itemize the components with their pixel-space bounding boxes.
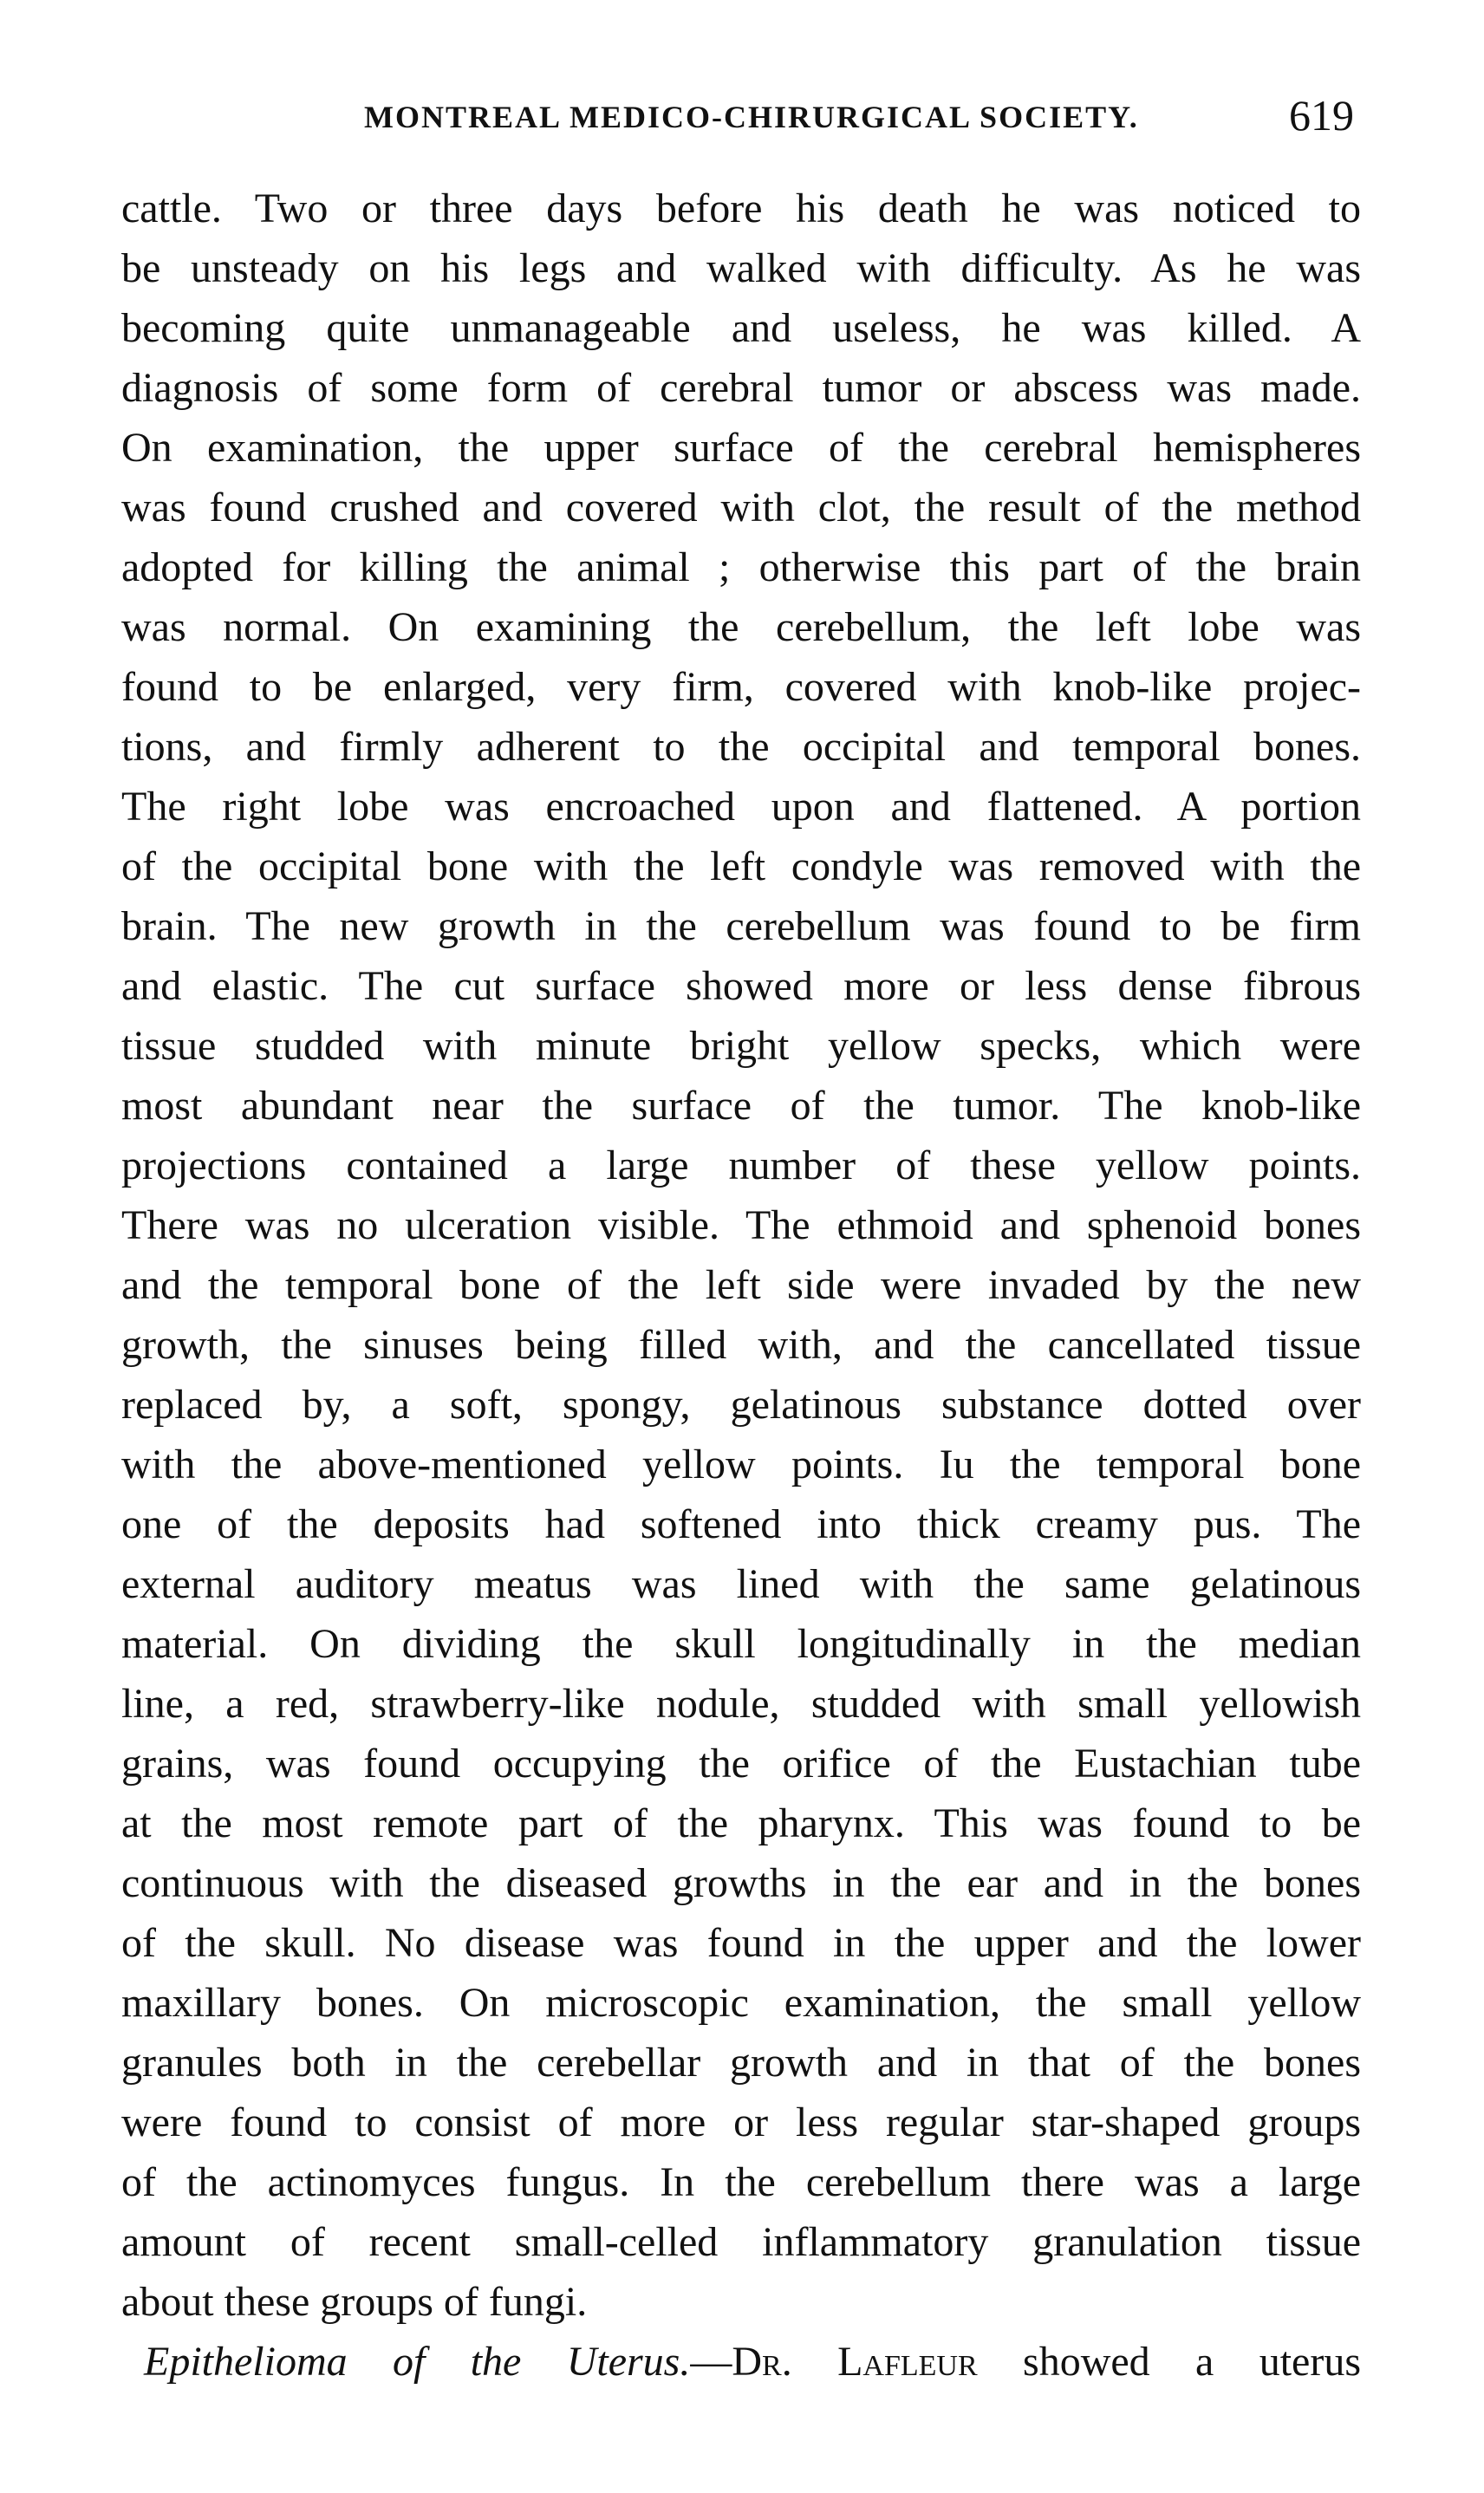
text-line: at the most remote part of the pharynx. This was found to be [121, 1800, 1361, 1846]
text-line: with the above-mentioned yellow points. Iu the temporal bone [121, 1442, 1361, 1487]
section-heading: Epithelioma of the Uterus. [144, 2339, 691, 2385]
text-line: was normal. On examining the cerebellum, the left lobe was [121, 604, 1361, 650]
text-line: and elastic. The cut surface showed more or less dense fibrous [121, 963, 1361, 1009]
page-number: 619 [1289, 91, 1354, 140]
text-line: maxillary bones. On microscopic examination, the small yellow [121, 1980, 1361, 2026]
text-line: external auditory meatus was lined with the same gelatinous [121, 1561, 1361, 1607]
text-line: one of the deposits had softened into thick creamy pus. The [121, 1501, 1361, 1547]
text-line: tissue studded with minute bright yellow specks, which were [121, 1023, 1361, 1069]
text-line: adopted for killing the animal ; otherwise this part of the brain [121, 544, 1361, 590]
text-line: replaced by, a soft, spongy, gelatinous substance dotted over [121, 1382, 1361, 1428]
running-title: MONTREAL MEDICO-CHIRURGICAL SOCIETY. [364, 100, 1139, 134]
text-line: most abundant near the surface of the tumor. The knob-like [121, 1083, 1361, 1129]
em-dash: — [690, 2339, 732, 2385]
text-line: were found to consist of more or less regular star-shaped groups [121, 2099, 1361, 2145]
text-line: tions, and firmly adherent to the occipital and temporal bones. [121, 724, 1361, 770]
speaker-name: Lafleur [837, 2339, 978, 2385]
speaker-title: Dr. [732, 2339, 792, 2385]
body-text [121, 179, 1361, 2392]
text-line: be unsteady on his legs and walked with difficulty. As he was [121, 245, 1361, 291]
text-line: line, a red, strawberry-like nodule, studded with small yellowish [121, 1681, 1361, 1727]
text-line: brain. The new growth in the cerebellum was found to be firm [121, 903, 1361, 949]
text-line: projections contained a large number of these yellow points. [121, 1142, 1361, 1188]
running-header [121, 87, 1361, 156]
text-line: grains, was found occupying the orifice of the Eustachian tube [121, 1741, 1361, 1787]
text-line: material. On dividing the skull longitudinally in the median [121, 1621, 1361, 1667]
line-continuation: showed a uterus [1023, 2339, 1362, 2385]
text-line: of the actinomyces fungus. In the cerebellum there was a large [121, 2159, 1361, 2205]
section-heading-line [121, 2332, 1361, 2392]
text-line: and the temporal bone of the left side were invaded by the new [121, 1262, 1361, 1308]
text-line: granules both in the cerebellar growth and in that of the bones [121, 2040, 1361, 2086]
text-line: of the skull. No disease was found in the upper and the lower [121, 1920, 1361, 1966]
paragraph-last-line: about these groups of fungi. [121, 2279, 588, 2325]
text-line: diagnosis of some form of cerebral tumor or abscess was made. [121, 365, 1361, 411]
text-line: There was no ulceration visible. The ethmoid and sphenoid bones [121, 1202, 1361, 1248]
text-line: of the occipital bone with the left condyle was removed with the [121, 843, 1361, 889]
text-line: The right lobe was encroached upon and flattened. A portion [121, 784, 1361, 830]
text-line: becoming quite unmanageable and useless, he was killed. A [121, 305, 1361, 351]
text-line: found to be enlarged, very firm, covered with knob-like projec- [121, 664, 1361, 710]
text-line: growth, the sinuses being filled with, and the cancellated tissue [121, 1322, 1361, 1368]
text-line: continuous with the diseased growths in the ear and in the bones [121, 1860, 1361, 1906]
text-line: On examination, the upper surface of the cerebral hemispheres [121, 425, 1361, 471]
text-line: was found crushed and covered with clot, the result of the method [121, 485, 1361, 530]
text-line: cattle. Two or three days before his death he was noticed to [121, 186, 1361, 231]
text-line: amount of recent small-celled inflammatory granulation tissue [121, 2219, 1361, 2265]
